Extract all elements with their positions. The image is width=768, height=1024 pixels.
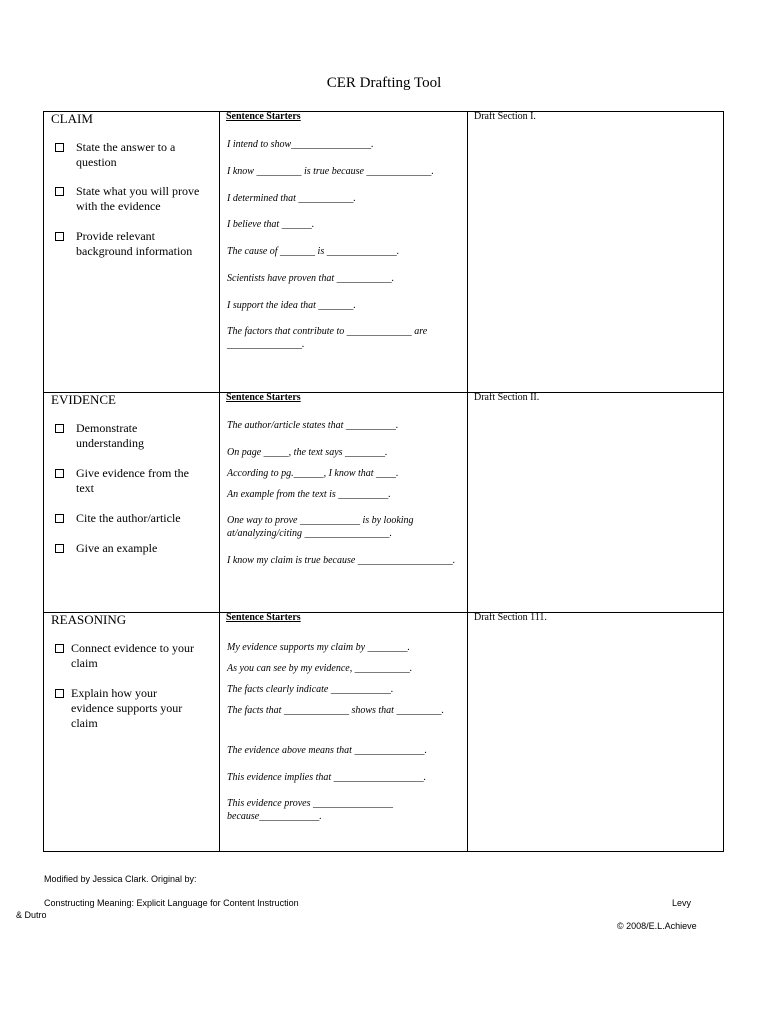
checkbox-icon: [55, 143, 64, 152]
claim-draft-cell[interactable]: [468, 112, 724, 393]
checkbox-icon: [55, 232, 64, 241]
sentence-starter: This evidence implies that __________________.: [227, 772, 427, 783]
sentence-starter: As you can see by my evidence, ___________.: [227, 663, 413, 674]
sentence-starter: I know my claim is true because ___________________.: [227, 555, 456, 566]
sentence-starter: An example from the text is __________.: [227, 489, 391, 500]
sentence-starter: I determined that ___________.: [227, 193, 356, 204]
sentence-starter: I believe that ______.: [227, 219, 315, 230]
sentence-starter: The cause of _______ is ______________.: [227, 246, 400, 257]
checklist-item: Explain how your evidence supports your claim: [71, 686, 201, 731]
sentence-starter: On page _____, the text says ________.: [227, 447, 388, 458]
checklist-item: State the answer to a question: [76, 140, 206, 170]
draft-section-label: Draft Section II.: [474, 392, 540, 403]
evidence-draft-cell[interactable]: [468, 393, 724, 613]
sentence-starter: According to pg.______, I know that ____.: [227, 468, 399, 479]
footer-source: Constructing Meaning: Explicit Language for Content Instruction: [44, 898, 299, 908]
checklist-item: Give evidence from the text: [76, 466, 204, 496]
footer-modified-by: Modified by Jessica Clark. Original by:: [44, 874, 197, 884]
sentence-starters-heading: Sentence Starters: [226, 392, 301, 403]
reasoning-draft-cell[interactable]: [468, 613, 724, 852]
footer-copyright: © 2008/E.L.Achieve: [617, 921, 697, 931]
sentence-starter: The facts that _____________ shows that _________.: [227, 705, 444, 716]
checklist-item: State what you will prove with the evidence: [76, 184, 208, 214]
checkbox-icon: [55, 187, 64, 196]
reasoning-checklist-cell: [44, 613, 220, 852]
draft-section-label: Draft Section 111.: [474, 612, 547, 623]
category-heading: CLAIM: [51, 111, 93, 126]
sentence-starter: Scientists have proven that ___________.: [227, 273, 395, 284]
sentence-starter: The evidence above means that ______________.: [227, 745, 427, 756]
sentence-starter: My evidence supports my claim by ________.: [227, 642, 411, 653]
sentence-starter: I know _________ is true because _____________.: [227, 166, 434, 177]
evidence-checklist-cell: [44, 393, 220, 613]
sentence-starter: This evidence proves ________________ because____________.: [227, 798, 393, 822]
sentence-starter: The facts clearly indicate ____________.: [227, 684, 394, 695]
checklist-item: Demonstrate understanding: [76, 421, 196, 451]
evidence-row: [44, 393, 724, 613]
checklist-item: Connect evidence to your claim: [71, 641, 211, 671]
checkbox-icon: [55, 644, 64, 653]
evidence-starters-cell: [220, 393, 468, 613]
footer-author-continued: & Dutro: [16, 910, 47, 920]
checklist-item: Provide relevant background information: [76, 229, 211, 259]
cer-table: [43, 111, 724, 852]
category-heading: REASONING: [51, 612, 127, 627]
footer-author: Levy: [672, 898, 692, 908]
checkbox-icon: [55, 469, 64, 478]
checkbox-icon: [55, 544, 64, 553]
sentence-starter: One way to prove ____________ is by looking at/analyzing/citing _________________.: [227, 515, 414, 539]
claim-row: [44, 112, 724, 393]
checklist-item: Cite the author/article: [76, 511, 211, 526]
draft-section-label: Draft Section I.: [474, 111, 536, 122]
checklist-item: Give an example: [76, 541, 211, 556]
reasoning-starters-cell: [220, 613, 468, 852]
claim-checklist-cell: [44, 112, 220, 393]
sentence-starter: I intend to show________________.: [227, 139, 374, 150]
sentence-starters-heading: Sentence Starters: [226, 111, 301, 122]
checkbox-icon: [55, 424, 64, 433]
checkbox-icon: [55, 689, 64, 698]
sentence-starter: The factors that contribute to _____________ are _______________.: [227, 326, 428, 350]
category-heading: EVIDENCE: [51, 392, 116, 407]
sentence-starter: I support the idea that _______.: [227, 300, 356, 311]
checkbox-icon: [55, 514, 64, 523]
sentence-starter: The author/article states that __________.: [227, 420, 399, 431]
sentence-starters-heading: Sentence Starters: [226, 612, 301, 623]
reasoning-row: [44, 613, 724, 852]
claim-starters-cell: [220, 112, 468, 393]
page-title: CER Drafting Tool: [326, 75, 442, 91]
